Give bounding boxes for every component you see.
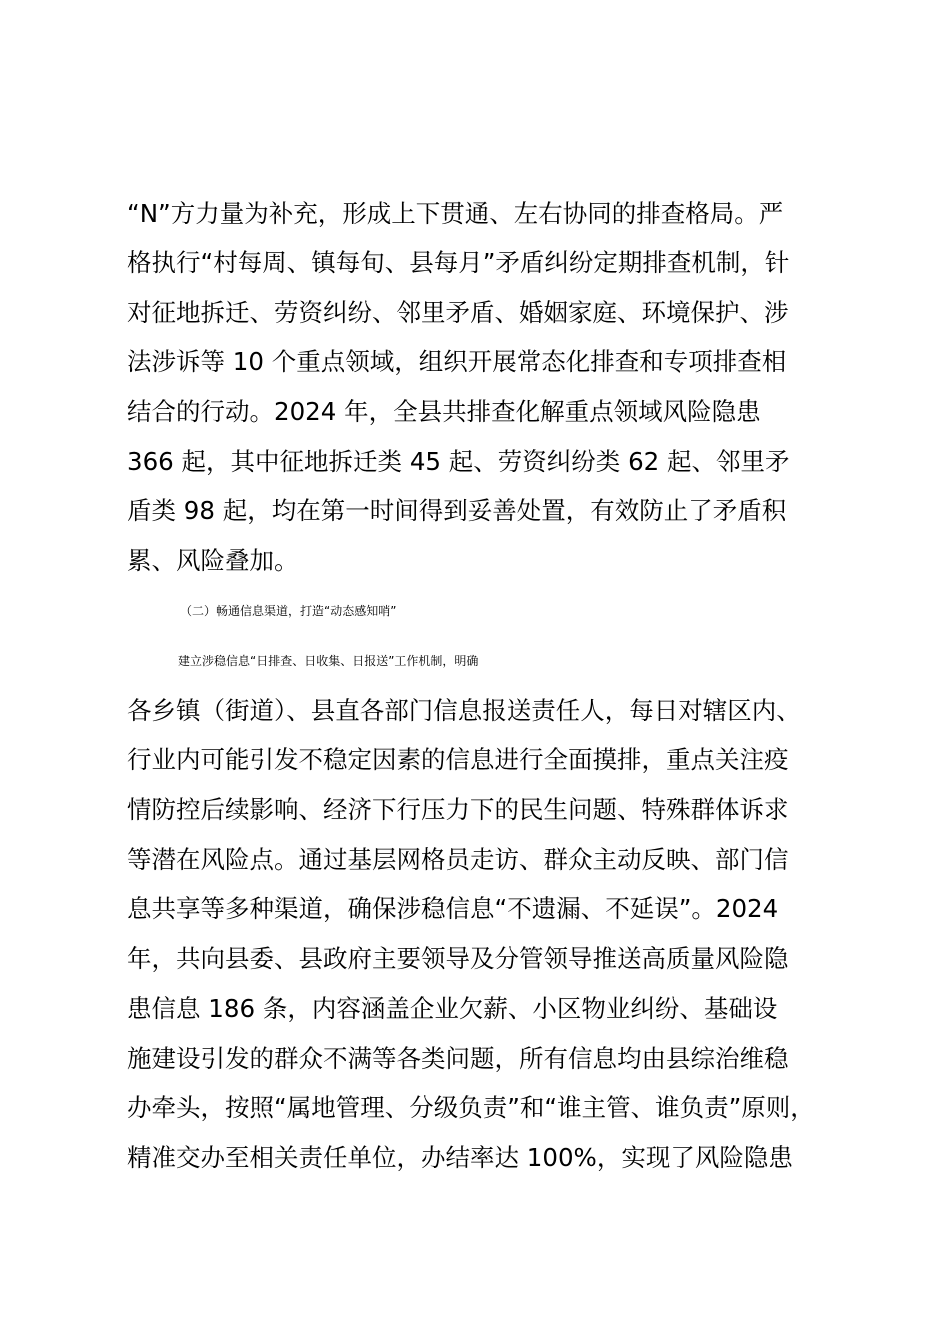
paragraph-line: 情防控后续影响、经济下行压力下的民生问题、特殊群体诉求 [127,795,789,824]
paragraph-line: 息共享等多种渠道，确保涉稳信息“不遗漏、不延误”。2024 [127,894,779,923]
paragraph-line: “N”方力量为补充，形成上下贯通、左右协同的排查格局。严 [127,199,784,228]
paragraph-line: 累、风险叠加。 [127,546,299,575]
paragraph-line: 行业内可能引发不稳定因素的信息进行全面摸排，重点关注疫 [127,745,789,774]
paragraph-line: 对征地拆迁、劳资纠纷、邻里矛盾、婚姻家庭、环境保护、涉 [127,298,789,327]
section-heading: （二）畅通信息渠道，打造“动态感知哨” [180,604,397,618]
paragraph-line: 法涉诉等 10 个重点领域，组织开展常态化排查和专项排查相 [127,347,787,376]
paragraph-line: 年，共向县委、县政府主要领导及分管领导推送高质量风险隐 [127,944,789,973]
paragraph-line: 办牵头，按照“属地管理、分级负责”和“谁主管、谁负责”原则， [127,1093,815,1122]
paragraph-line: 各乡镇（街道）、县直各部门信息报送责任人，每日对辖区内、 [127,696,801,725]
paragraph-line: 精准交办至相关责任单位，办结率达 100%，实现了风险隐患 [127,1143,793,1172]
paragraph-line: 盾类 98 起，均在第一时间得到妥善处置，有效防止了矛盾积 [127,496,787,525]
paragraph-line: 等潜在风险点。通过基层网格员走访、群众主动反映、部门信 [127,845,789,874]
paragraph-line: 建立涉稳信息“日排查、日收集、日报送”工作机制，明确 [178,654,479,668]
paragraph-line: 格执行“村每周、镇每旬、县每月”矛盾纠纷定期排查机制，针 [127,248,790,277]
paragraph-line: 施建设引发的群众不满等各类问题，所有信息均由县综治维稳 [127,1044,789,1073]
paragraph-line: 366 起，其中征地拆迁类 45 起、劳资纠纷类 62 起、邻里矛 [127,447,790,476]
paragraph-line: 患信息 186 条，内容涵盖企业欠薪、小区物业纠纷、基础设 [127,994,778,1023]
paragraph-line: 结合的行动。2024 年，全县共排查化解重点领域风险隐患 [127,397,761,426]
